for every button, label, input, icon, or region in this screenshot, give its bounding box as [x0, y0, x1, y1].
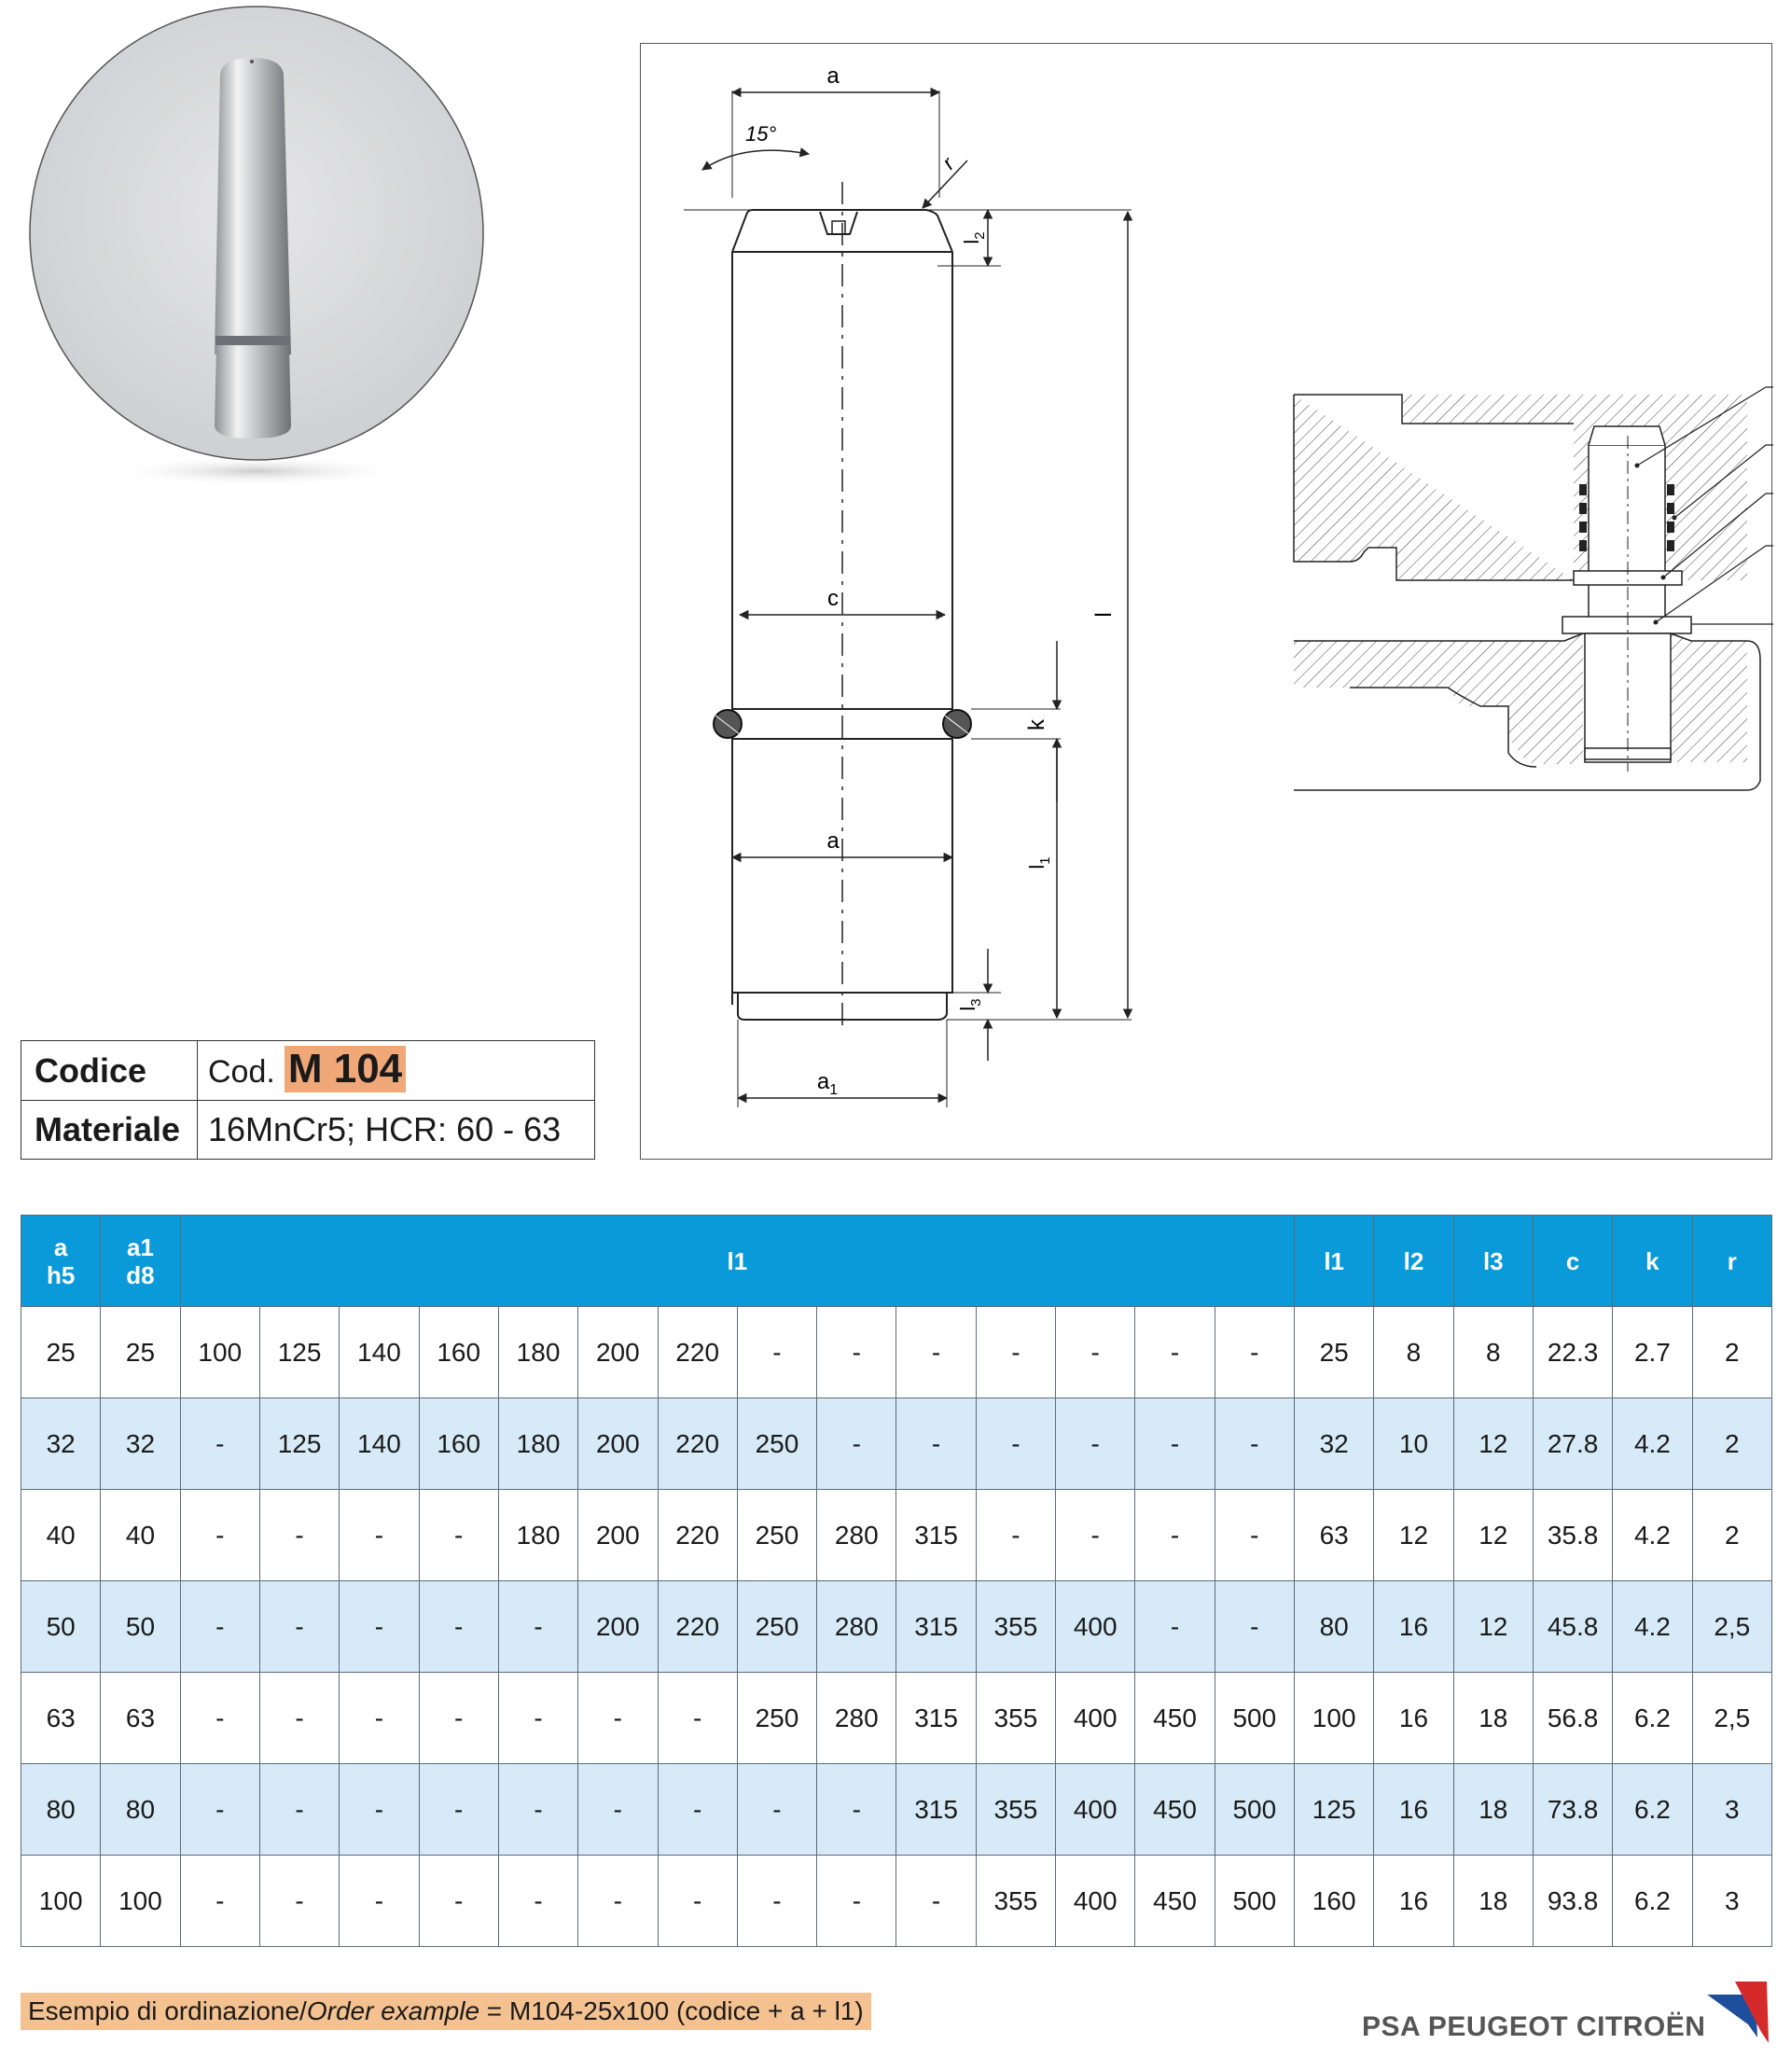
table-cell: -	[259, 1490, 339, 1581]
table-cell: -	[180, 1398, 259, 1490]
dim-a1: $a_1$	[816, 1069, 839, 1098]
o-ring-left	[714, 710, 742, 738]
table-cell: 220	[658, 1490, 737, 1581]
table-cell: 280	[817, 1490, 896, 1581]
table-cell: -	[578, 1673, 658, 1764]
table-cell: 25	[101, 1307, 180, 1398]
table-row	[21, 1398, 1772, 1490]
table-cell: -	[419, 1673, 498, 1764]
table-cell: 500	[1215, 1764, 1294, 1856]
table-cell: 50	[101, 1581, 180, 1673]
table-cell: 400	[1056, 1764, 1135, 1856]
dim-l: l	[1091, 612, 1117, 618]
table-cell: 12	[1453, 1581, 1533, 1673]
dim-k: k	[1024, 719, 1049, 730]
table-cell: 100	[1295, 1673, 1374, 1764]
table-cell: 250	[737, 1490, 816, 1581]
assembly-section	[1294, 387, 1773, 790]
table-cell: 355	[976, 1856, 1055, 1947]
table-cell: 355	[976, 1581, 1055, 1673]
table-row	[21, 1581, 1772, 1673]
table-cell: 16	[1374, 1581, 1453, 1673]
table-cell: -	[578, 1856, 658, 1947]
table-cell: 16	[1374, 1764, 1453, 1856]
table-cell: -	[976, 1398, 1055, 1490]
table-cell: 315	[896, 1673, 976, 1764]
table-cell: 4.2	[1613, 1398, 1692, 1490]
table-cell: 3	[1692, 1764, 1771, 1856]
table-cell: -	[340, 1673, 419, 1764]
table-cell: 12	[1453, 1490, 1533, 1581]
header-l2: l2	[1374, 1216, 1453, 1307]
table-cell: -	[1056, 1398, 1135, 1490]
table-cell: 315	[896, 1581, 976, 1673]
table-cell: 400	[1056, 1673, 1135, 1764]
table-cell: -	[1215, 1398, 1294, 1490]
table-header-row	[21, 1216, 1772, 1307]
table-cell: 12	[1374, 1490, 1453, 1581]
table-cell: 18	[1453, 1764, 1533, 1856]
table-cell: 40	[21, 1490, 101, 1581]
table-cell: 2	[1692, 1490, 1771, 1581]
header-l1: l1	[1295, 1216, 1374, 1307]
table-cell: 4.2	[1613, 1490, 1692, 1581]
psa-logo	[1362, 1978, 1772, 2052]
table-row	[21, 1856, 1772, 1947]
table-cell: 2,5	[1692, 1581, 1771, 1673]
table-cell: -	[1215, 1581, 1294, 1673]
table-cell: -	[578, 1764, 658, 1856]
table-cell: 25	[21, 1307, 101, 1398]
table-cell: 10	[1374, 1398, 1453, 1490]
table-cell: 125	[259, 1398, 339, 1490]
table-cell: -	[259, 1856, 339, 1947]
table-cell: 22.3	[1533, 1307, 1612, 1398]
table-cell: -	[817, 1856, 896, 1947]
table-cell: 2,5	[1692, 1673, 1771, 1764]
header-a1: a1 d8	[101, 1216, 180, 1307]
table-cell: 80	[1295, 1581, 1374, 1673]
table-cell: -	[180, 1673, 259, 1764]
table-cell: 125	[259, 1307, 339, 1398]
table-cell: 2.7	[1613, 1307, 1692, 1398]
table-row	[21, 1764, 1772, 1856]
order-suffix: = M104-25x100 (codice + a + l1)	[479, 1996, 864, 2025]
dim-a-top: a	[826, 63, 840, 89]
table-cell: -	[498, 1764, 577, 1856]
table-cell: 140	[340, 1398, 419, 1490]
table-cell: 6.2	[1613, 1764, 1692, 1856]
table-cell: -	[976, 1307, 1055, 1398]
table-cell: -	[658, 1673, 737, 1764]
table-cell: -	[340, 1856, 419, 1947]
table-cell: 180	[498, 1398, 577, 1490]
table-cell: -	[340, 1581, 419, 1673]
table-cell: 200	[578, 1490, 658, 1581]
table-cell: -	[896, 1398, 976, 1490]
table-cell: -	[180, 1856, 259, 1947]
dimension-table	[21, 1215, 1772, 1947]
table-cell: -	[1215, 1490, 1294, 1581]
table-cell: 12	[1453, 1398, 1533, 1490]
order-italic: Order example	[306, 1996, 480, 2025]
table-row	[21, 1307, 1772, 1398]
table-cell: 32	[21, 1398, 101, 1490]
product-photo	[28, 0, 485, 485]
dim-angle: 15°	[745, 122, 777, 146]
table-cell: 400	[1056, 1856, 1135, 1947]
table-cell: 250	[737, 1398, 816, 1490]
table-cell: 2	[1692, 1307, 1771, 1398]
table-cell: 25	[1295, 1307, 1374, 1398]
table-cell: 18	[1453, 1856, 1533, 1947]
technical-drawing	[640, 43, 1772, 1160]
code-value: M 104	[285, 1046, 406, 1092]
table-cell: 80	[21, 1764, 101, 1856]
table-cell: 250	[737, 1673, 816, 1764]
table-cell: -	[180, 1490, 259, 1581]
table-cell: 160	[419, 1398, 498, 1490]
table-cell: -	[498, 1856, 577, 1947]
table-cell: 27.8	[1533, 1398, 1612, 1490]
table-cell: 140	[340, 1307, 419, 1398]
table-cell: 220	[658, 1307, 737, 1398]
table-cell: 315	[896, 1764, 976, 1856]
table-cell: -	[419, 1490, 498, 1581]
table-cell: -	[976, 1490, 1055, 1581]
order-example	[21, 1993, 871, 2030]
table-cell: 16	[1374, 1856, 1453, 1947]
table-cell: 200	[578, 1581, 658, 1673]
table-cell: -	[180, 1581, 259, 1673]
table-cell: 200	[578, 1307, 658, 1398]
code-field	[208, 1041, 406, 1100]
table-cell: -	[1215, 1307, 1294, 1398]
table-cell: 180	[498, 1490, 577, 1581]
table-cell: 45.8	[1533, 1581, 1612, 1673]
dim-r: r	[937, 152, 959, 174]
header-k: k	[1613, 1216, 1692, 1307]
pin-groove	[215, 336, 290, 345]
dim-a-mid: a	[826, 828, 840, 854]
table-cell: 180	[498, 1307, 577, 1398]
table-cell: 100	[180, 1307, 259, 1398]
table-cell: 355	[976, 1764, 1055, 1856]
table-cell: -	[498, 1581, 577, 1673]
table-cell: -	[1135, 1581, 1215, 1673]
table-cell: 56.8	[1533, 1673, 1612, 1764]
dim-l1: $l_1$	[1025, 856, 1053, 869]
table-cell: 2	[1692, 1398, 1771, 1490]
header-l1-span: l1	[180, 1216, 1294, 1307]
table-cell: 220	[658, 1581, 737, 1673]
material-row	[21, 1100, 594, 1159]
material-label: Materiale	[21, 1100, 198, 1159]
table-cell: -	[658, 1764, 737, 1856]
table-cell: 160	[419, 1307, 498, 1398]
table-cell: -	[259, 1673, 339, 1764]
table-cell: -	[737, 1764, 816, 1856]
table-cell: -	[340, 1490, 419, 1581]
table-cell: -	[419, 1581, 498, 1673]
header-l3: l3	[1453, 1216, 1533, 1307]
table-cell: 80	[101, 1764, 180, 1856]
table-cell: 93.8	[1533, 1856, 1612, 1947]
table-cell: 280	[817, 1673, 896, 1764]
table-cell: 18	[1453, 1673, 1533, 1764]
table-cell: -	[817, 1398, 896, 1490]
table-cell: -	[737, 1307, 816, 1398]
psa-flag-icon	[1707, 1978, 1772, 2043]
table-cell: -	[1056, 1490, 1135, 1581]
table-cell: 32	[101, 1398, 180, 1490]
table-cell: 6.2	[1613, 1856, 1692, 1947]
material-value: 16MnCr5; HCR: 60 - 63	[208, 1110, 562, 1148]
table-row	[21, 1673, 1772, 1764]
table-cell: -	[1135, 1307, 1215, 1398]
table-cell: 500	[1215, 1856, 1294, 1947]
table-cell: -	[896, 1856, 976, 1947]
psa-brand-text: PSA PEUGEOT CITROËN	[1362, 2011, 1706, 2042]
table-cell: -	[1135, 1490, 1215, 1581]
table-cell: -	[259, 1581, 339, 1673]
table-cell: 100	[101, 1856, 180, 1947]
table-cell: 450	[1135, 1856, 1215, 1947]
code-label: Codice	[21, 1041, 198, 1100]
table-cell: 63	[101, 1673, 180, 1764]
table-cell: 160	[1295, 1856, 1374, 1947]
o-ring-right	[943, 710, 971, 738]
table-cell: 315	[896, 1490, 976, 1581]
table-cell: 100	[21, 1856, 101, 1947]
order-prefix: Esempio di ordinazione/	[28, 1996, 307, 2025]
table-cell: 8	[1453, 1307, 1533, 1398]
table-cell: -	[658, 1856, 737, 1947]
table-cell: -	[737, 1856, 816, 1947]
dim-l2: $l_2$	[960, 231, 988, 244]
table-cell: -	[419, 1764, 498, 1856]
table-cell: 40	[101, 1490, 180, 1581]
table-cell: 4.2	[1613, 1581, 1692, 1673]
table-cell: 400	[1056, 1581, 1135, 1673]
table-row	[21, 1490, 1772, 1581]
table-cell: 355	[976, 1673, 1055, 1764]
table-cell: 6.2	[1613, 1673, 1692, 1764]
table-cell: 63	[1295, 1490, 1374, 1581]
table-cell: 500	[1215, 1673, 1294, 1764]
code-row	[21, 1041, 594, 1101]
table-cell: -	[1135, 1398, 1215, 1490]
table-cell: -	[1056, 1307, 1135, 1398]
header-r: r	[1692, 1216, 1771, 1307]
table-cell: 73.8	[1533, 1764, 1612, 1856]
table-cell: 3	[1692, 1856, 1771, 1947]
table-cell: 35.8	[1533, 1490, 1612, 1581]
table-cell: 220	[658, 1398, 737, 1490]
table-cell: 16	[1374, 1673, 1453, 1764]
table-cell: 250	[737, 1581, 816, 1673]
table-cell: -	[498, 1673, 577, 1764]
table-cell: 32	[1295, 1398, 1374, 1490]
table-cell: 50	[21, 1581, 101, 1673]
dim-c: c	[827, 586, 839, 611]
spec-box	[21, 1040, 595, 1160]
dim-l3: $l_3$	[956, 998, 984, 1011]
pin-body	[215, 58, 291, 355]
table-cell: 63	[21, 1673, 101, 1764]
table-cell: -	[817, 1764, 896, 1856]
table-cell: -	[259, 1764, 339, 1856]
table-cell: -	[817, 1307, 896, 1398]
table-cell: 450	[1135, 1673, 1215, 1764]
table-cell: -	[340, 1764, 419, 1856]
table-cell: 200	[578, 1398, 658, 1490]
code-prefix: Cod.	[208, 1054, 275, 1090]
table-cell: -	[896, 1307, 976, 1398]
table-cell: 450	[1135, 1764, 1215, 1856]
table-cell: 125	[1295, 1764, 1374, 1856]
header-a: a h5	[21, 1216, 101, 1307]
table-cell: 280	[817, 1581, 896, 1673]
table-cell: 8	[1374, 1307, 1453, 1398]
table-cell: -	[180, 1764, 259, 1856]
header-c: c	[1533, 1216, 1612, 1307]
table-cell: -	[419, 1856, 498, 1947]
